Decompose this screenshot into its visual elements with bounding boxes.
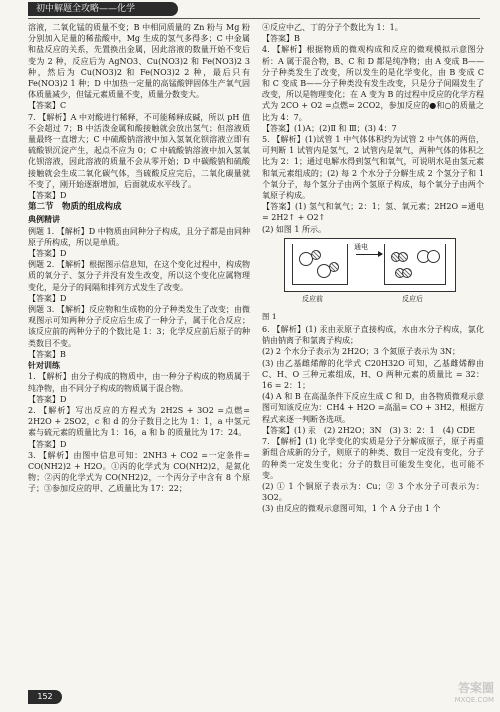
paragraph: ④反应中乙、丁的分子个数比为 1：1。 (262, 23, 403, 32)
electrolysis-diagram (284, 238, 454, 308)
content-columns (28, 22, 484, 682)
paragraph: (3) 由乙基雌烯醇的化学式 C20H32O 可知，乙基雌烯醇由 C、H、O 三种元素组成，H、O 两种元素的质量比 = 32：16 = 2：1； (262, 358, 484, 391)
subsection-title: 典例精讲 (28, 215, 60, 225)
paragraph: 6. 【解析】(1) 汞由汞原子直接构成，水由水分子构成，氯化钠由钠离子和氯离子构成； (262, 325, 484, 346)
after-caption: 反应后 (402, 294, 423, 303)
arrow-icon (356, 254, 382, 255)
right-column (262, 22, 484, 682)
paragraph: 5. 【解析】(1)试管 1 中气体体积约为试管 2 中气体的两倍，可判断 1 试管内是氢气，2 试管内是氧气，两种气体的体积之比为 2：1；通过电解水得到氢气和氧气，可说明水是由氢元素和氧元素组成的；(2) 每 2 个水分子分解生成 2 个氢分子和 1 个氧分子，每个氢分子由两个氢原子构成，每个氧分子由两个氧原子构成。 (262, 135, 484, 201)
paragraph: 2. 【解析】写出反应的方程式为 2H2S + 3O2 =点燃= 2H2O + 2SO2，c 和 d 的分子数目之比为 1：1，a 中氢元素与硫元素的质量比为 1：16，a 和 b 的质量比为 17：24。 (28, 405, 250, 438)
paragraph: 4. 【解析】根据物质的微观构成和反应的微观模拟示意图分析：A 属于混合物，B、C 和 D 都是纯净物；由 A 变成 B——分子种类发生了改变，所以发生的是化学变化，由 B 变成 C 和 C 变成 B——分子种类没有发生改变，只是分子间隔发生了改变，所以是物理变化；在 A 变为 B 的过程中反应的化学方程式为 2CO + O2 =点燃= 2CO2，参加反应的●和○的质量之比为 4：7。 (262, 45, 484, 122)
book-title: 初中解题全攻略——化学 (28, 2, 178, 16)
paragraph: 7. 【解析】A 中对酸进行稀释，不可能稀释成碱，所以 pH 值不会超过 7；B 中活泼金属和酸接触就会放出氢气；但溶液质量最终一直增大；C 中硫酸钠溶液中加入氢氧化钡溶液立即有硫酸钡沉淀产生，起点不应为 0；C 中硫酸钠溶液中加入氢氧化钡溶液，因此溶液的质量不会从零开始；D 中碳酸钠和硫酸接触就会生成二氧化碳气体，当硫酸反应完后，二氧化碳量就不变了，刚开始逐渐增加，后面就成水平线了。 (28, 112, 250, 189)
paragraph: 例题 2. 【解析】根据图示信息知，在这个变化过程中，构成物质的氧分子、氢分子并没有发生改变，所以这个变化应属物理变化，是分子的间隔和排列方式发生了改变。 (28, 260, 250, 292)
hydrogen-molecule-icon (402, 268, 412, 278)
paragraph: 【答案】(1) 汞 (2) 2H2O；3N (3) 3：2：1 (4) CDE (262, 425, 475, 435)
paragraph: 【答案】C (28, 101, 67, 111)
before-caption: 反应前 (302, 294, 323, 303)
watermark-logo (414, 682, 494, 708)
paragraph: 例题 1. 【解析】D 中物质由同种分子构成，且分子都是由同种原子所构成，所以是单质。 (28, 226, 250, 247)
hydrogen-molecule-icon (398, 252, 408, 262)
paragraph: 【答案】B (262, 34, 300, 44)
paragraph: (2) ① 1 个铜原子表示为：Cu；② 3 个水分子可表示为：3O2。 (262, 481, 484, 503)
figure-caption: 图 1 (262, 311, 277, 321)
paragraph: (2) 2 个水分子表示为 2H2O；3 个氮原子表示为 3N； (262, 347, 461, 357)
paragraph: 【答案】(1) 氢气和氧气；2：1；氢、氧元素；2H2O =通电= 2H2↑ + O2↑ (262, 202, 484, 223)
paragraph: 【答案】D (28, 249, 67, 259)
paragraph: 【答案】D (28, 293, 67, 303)
paragraph: 【答案】B (28, 349, 66, 359)
watermark-text: 答案圈 (457, 681, 494, 695)
paragraph: (4) A 和 B 在高温条件下反应生成 C 和 D，由各物质微观示意图可知该反应为：CH4 + H2O =高温= CO + 3H2，根据方程式来逐一判断各选项。 (262, 392, 484, 424)
left-column (28, 22, 250, 682)
paragraph: (3) 由反应的微观示意图可知，1 个 A 分子由 1 个 (262, 504, 441, 514)
before-container (292, 244, 348, 285)
subsection-title: 针对训练 (28, 361, 60, 371)
water-molecule-icon (329, 262, 339, 272)
paragraph: 3. 【解析】由图中信息可知：2NH3 + CO2 =一定条件= CO(NH2)2 + H2O。①丙的化学式为 CO(NH2)2，是氮化物；②丙的化学式为 CO(NH2)2，一个丙分子中含有 8 个原子；③参加反应的甲、乙质量比为 17：22； (28, 450, 250, 494)
after-container (384, 244, 446, 285)
oxygen-molecule-icon (427, 250, 440, 263)
paragraph: 【答案】D (28, 191, 67, 201)
water-molecule-icon (311, 250, 321, 260)
header-rule (28, 18, 480, 19)
page-header (0, 0, 500, 22)
paragraph: 【答案】D (28, 439, 67, 449)
paragraph: 1. 【解析】由分子构成的物质中，由一种分子构成的物质属于纯净物，由不同分子构成的物质属于混合物。 (28, 372, 250, 393)
paragraph: 7. 【解析】(1) 化学变化的实质是分子分解成原子，原子再重新组合成新的分子，则原子的种类、数目一定没有变化，分子的种类一定发生变化；分子的数目可能发生变化，也可能不变。 (262, 437, 484, 480)
paragraph: 例题 3. 【解析】反应物和生成物的分子种类发生了改变；由微观图示可知两种分子反应后生成了一种分子，属于化合反应；该反应前的两种分子的个数比是 1：3；化学反应前后原子的种类数目不变。 (28, 305, 250, 348)
page-number: 152 (28, 690, 62, 704)
arrow-label: 通电 (354, 242, 368, 251)
paragraph: (2) 如图 1 所示。 (262, 224, 327, 234)
watermark-url: MXQE.COM (454, 696, 494, 704)
paragraph: 【答案】D (28, 394, 67, 404)
paragraph: 溶液，二氧化锰的质量不变；B 中相同质量的 Zn 粉与 Mg 粉分别加入足量的稀盐酸中，Mg 生成的氢气多得多；C 中金属和盐反应的关系，先置换出金属，因此溶液的数量开始不变后变为 2 种，反应后为 AgNO3、Cu(NO3)2 和 Fe(NO3)2 3 种，然后为 Cu(NO3)2 和 Fe(NO3)2 2 种，最后只有 Fe(NO3)2 1 种；D 中加热一定量的高锰酸钾固体生产氧气固体质量减少，但锰元素质量不变，质量分数变大。 (28, 23, 250, 100)
section-title: 第二节 物质的组成构成 (28, 202, 122, 213)
paragraph: 【答案】(1)A；(2)Ⅱ 和 Ⅲ；(3) 4：7 (262, 123, 397, 133)
